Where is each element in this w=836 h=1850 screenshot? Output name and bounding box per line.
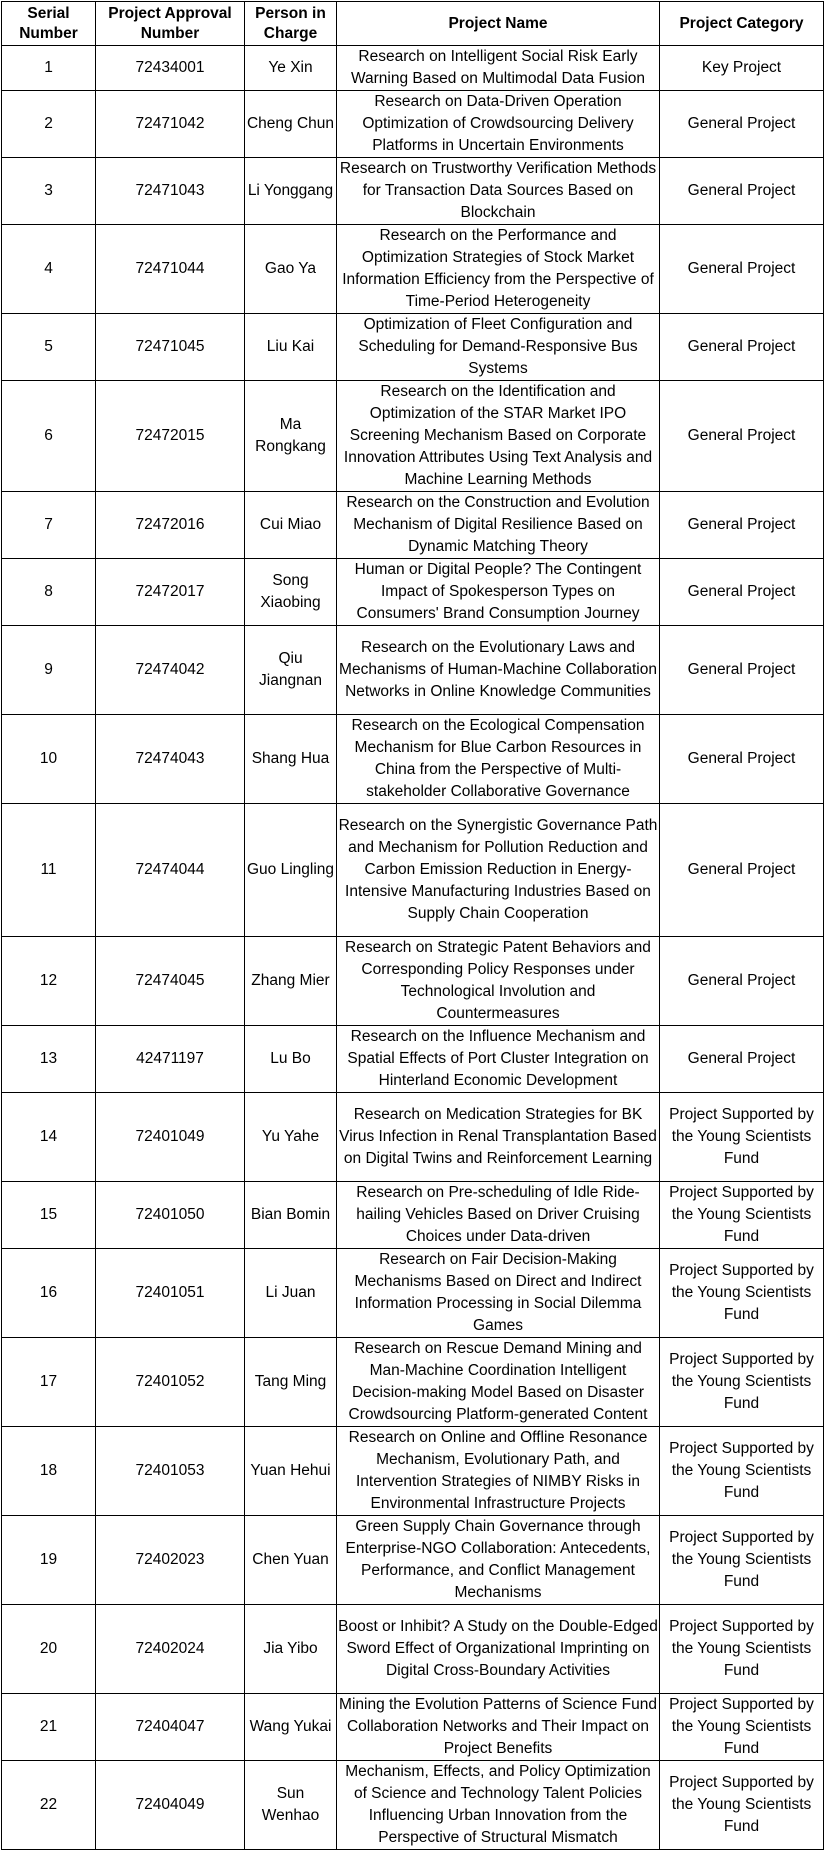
approval-cell: 72472015 (96, 381, 245, 492)
table-row (2, 1249, 824, 1338)
approval-cell: 72401052 (96, 1338, 245, 1427)
category-cell: General Project (660, 492, 824, 559)
project-name-cell: Research on Data-Driven Operation Optimization of Crowdsourcing Delivery Platforms in Uncertain Environments (337, 91, 660, 158)
table-row (2, 1605, 824, 1694)
table-row (2, 381, 824, 492)
header-serial-number: Serial Number (2, 2, 96, 46)
table-row (2, 626, 824, 715)
project-name-cell: Green Supply Chain Governance through Enterprise-NGO Collaboration: Antecedents, Performance, and Conflict Management Mechanisms (337, 1516, 660, 1605)
category-cell: Project Supported by the Young Scientists Fund (660, 1761, 824, 1850)
serial-cell: 2 (2, 91, 96, 158)
approval-cell: 72401053 (96, 1427, 245, 1516)
person-cell: Li Juan (245, 1249, 337, 1338)
table-row (2, 1338, 824, 1427)
project-name-cell: Research on the Influence Mechanism and Spatial Effects of Port Cluster Integration on Hinterland Economic Development (337, 1026, 660, 1093)
table-row (2, 492, 824, 559)
project-name-cell: Research on Intelligent Social Risk Early Warning Based on Multimodal Data Fusion (337, 46, 660, 91)
person-cell: Ye Xin (245, 46, 337, 91)
category-cell: Project Supported by the Young Scientists Fund (660, 1249, 824, 1338)
serial-cell: 14 (2, 1093, 96, 1182)
approval-cell: 72404049 (96, 1761, 245, 1850)
table-body (2, 46, 824, 1850)
category-cell: General Project (660, 225, 824, 314)
serial-cell: 13 (2, 1026, 96, 1093)
serial-cell: 5 (2, 314, 96, 381)
person-cell: Chen Yuan (245, 1516, 337, 1605)
approval-cell: 72401049 (96, 1093, 245, 1182)
serial-cell: 1 (2, 46, 96, 91)
approval-cell: 72472016 (96, 492, 245, 559)
category-cell: Project Supported by the Young Scientists Fund (660, 1338, 824, 1427)
table-row (2, 559, 824, 626)
project-name-cell: Research on Medication Strategies for BK Virus Infection in Renal Transplantation Based on Digital Twins and Reinforcement Learning (337, 1093, 660, 1182)
category-cell: Project Supported by the Young Scientists Fund (660, 1093, 824, 1182)
category-cell: General Project (660, 1026, 824, 1093)
person-cell: Qiu Jiangnan (245, 626, 337, 715)
table-row (2, 314, 824, 381)
serial-cell: 3 (2, 158, 96, 225)
person-cell: Gao Ya (245, 225, 337, 314)
project-name-cell: Mining the Evolution Patterns of Science Fund Collaboration Networks and Their Impact on Project Benefits (337, 1694, 660, 1761)
header-project-name: Project Name (337, 2, 660, 46)
serial-cell: 9 (2, 626, 96, 715)
approval-cell: 72402024 (96, 1605, 245, 1694)
project-name-cell: Optimization of Fleet Configuration and Scheduling for Demand-Responsive Bus Systems (337, 314, 660, 381)
approval-cell: 72401051 (96, 1249, 245, 1338)
serial-cell: 10 (2, 715, 96, 804)
category-cell: General Project (660, 559, 824, 626)
project-name-cell: Boost or Inhibit? A Study on the Double-Edged Sword Effect of Organizational Imprinting on Digital Cross-Boundary Activities (337, 1605, 660, 1694)
project-name-cell: Research on the Ecological Compensation Mechanism for Blue Carbon Resources in China from the Perspective of Multi-stakeholder Collaborative Governance (337, 715, 660, 804)
person-cell: Cui Miao (245, 492, 337, 559)
table-row (2, 158, 824, 225)
serial-cell: 22 (2, 1761, 96, 1850)
category-cell: General Project (660, 158, 824, 225)
project-name-cell: Research on Fair Decision-Making Mechanisms Based on Direct and Indirect Information Processing in Social Dilemma Games (337, 1249, 660, 1338)
category-cell: General Project (660, 314, 824, 381)
person-cell: Li Yonggang (245, 158, 337, 225)
table-row (2, 1761, 824, 1850)
project-name-cell: Research on Rescue Demand Mining and Man-Machine Coordination Intelligent Decision-making Model Based on Disaster Crowdsourcing Platform-generated Content (337, 1338, 660, 1427)
person-cell: Ma Rongkang (245, 381, 337, 492)
approval-cell: 72474045 (96, 937, 245, 1026)
table-row (2, 937, 824, 1026)
table-row (2, 225, 824, 314)
serial-cell: 4 (2, 225, 96, 314)
person-cell: Tang Ming (245, 1338, 337, 1427)
person-cell: Bian Bomin (245, 1182, 337, 1249)
table-row (2, 91, 824, 158)
person-cell: Shang Hua (245, 715, 337, 804)
table-row (2, 1516, 824, 1605)
category-cell: General Project (660, 804, 824, 937)
project-name-cell: Research on the Evolutionary Laws and Mechanisms of Human-Machine Collaboration Networks in Online Knowledge Communities (337, 626, 660, 715)
serial-cell: 7 (2, 492, 96, 559)
header-person-in-charge: Person in Charge (245, 2, 337, 46)
person-cell: Yu Yahe (245, 1093, 337, 1182)
category-cell: General Project (660, 715, 824, 804)
header-row (2, 2, 824, 46)
person-cell: Sun Wenhao (245, 1761, 337, 1850)
header-approval-number: Project Approval Number (96, 2, 245, 46)
table-row (2, 804, 824, 937)
category-cell: Project Supported by the Young Scientists Fund (660, 1516, 824, 1605)
serial-cell: 21 (2, 1694, 96, 1761)
serial-cell: 6 (2, 381, 96, 492)
person-cell: Cheng Chun (245, 91, 337, 158)
approval-cell: 42471197 (96, 1026, 245, 1093)
approval-cell: 72471045 (96, 314, 245, 381)
serial-cell: 16 (2, 1249, 96, 1338)
header-project-category: Project Category (660, 2, 824, 46)
person-cell: Zhang Mier (245, 937, 337, 1026)
serial-cell: 20 (2, 1605, 96, 1694)
table-row (2, 46, 824, 91)
table-row (2, 1093, 824, 1182)
table-row (2, 1182, 824, 1249)
project-name-cell: Research on the Construction and Evolution Mechanism of Digital Resilience Based on Dynamic Matching Theory (337, 492, 660, 559)
category-cell: General Project (660, 381, 824, 492)
project-name-cell: Research on Online and Offline Resonance Mechanism, Evolutionary Path, and Intervention Strategies of NIMBY Risks in Environmental Infrastructure Projects (337, 1427, 660, 1516)
approval-cell: 72472017 (96, 559, 245, 626)
project-name-cell: Research on Trustworthy Verification Methods for Transaction Data Sources Based on Blockchain (337, 158, 660, 225)
table-row (2, 1026, 824, 1093)
project-name-cell: Research on Pre-scheduling of Idle Ride-hailing Vehicles Based on Driver Cruising Choices under Data-driven (337, 1182, 660, 1249)
table-row (2, 1427, 824, 1516)
approval-cell: 72471043 (96, 158, 245, 225)
serial-cell: 8 (2, 559, 96, 626)
approval-cell: 72401050 (96, 1182, 245, 1249)
project-name-cell: Research on the Performance and Optimization Strategies of Stock Market Information Efficiency from the Perspective of Time-Period Heterogeneity (337, 225, 660, 314)
project-table (1, 1, 824, 1850)
serial-cell: 15 (2, 1182, 96, 1249)
approval-cell: 72404047 (96, 1694, 245, 1761)
table-row (2, 715, 824, 804)
person-cell: Wang Yukai (245, 1694, 337, 1761)
person-cell: Song Xiaobing (245, 559, 337, 626)
category-cell: Key Project (660, 46, 824, 91)
category-cell: General Project (660, 937, 824, 1026)
approval-cell: 72434001 (96, 46, 245, 91)
approval-cell: 72474042 (96, 626, 245, 715)
project-name-cell: Research on the Identification and Optimization of the STAR Market IPO Screening Mechanism Based on Corporate Innovation Attributes Using Text Analysis and Machine Learning Methods (337, 381, 660, 492)
serial-cell: 19 (2, 1516, 96, 1605)
serial-cell: 18 (2, 1427, 96, 1516)
project-name-cell: Mechanism, Effects, and Policy Optimization of Science and Technology Talent Policies Influencing Urban Innovation from the Perspective of Structural Mismatch (337, 1761, 660, 1850)
approval-cell: 72402023 (96, 1516, 245, 1605)
category-cell: Project Supported by the Young Scientists Fund (660, 1694, 824, 1761)
category-cell: Project Supported by the Young Scientists Fund (660, 1427, 824, 1516)
approval-cell: 72471042 (96, 91, 245, 158)
category-cell: General Project (660, 626, 824, 715)
person-cell: Lu Bo (245, 1026, 337, 1093)
approval-cell: 72471044 (96, 225, 245, 314)
serial-cell: 11 (2, 804, 96, 937)
category-cell: Project Supported by the Young Scientists Fund (660, 1605, 824, 1694)
serial-cell: 12 (2, 937, 96, 1026)
person-cell: Yuan Hehui (245, 1427, 337, 1516)
person-cell: Guo Lingling (245, 804, 337, 937)
person-cell: Liu Kai (245, 314, 337, 381)
serial-cell: 17 (2, 1338, 96, 1427)
project-name-cell: Human or Digital People? The Contingent Impact of Spokesperson Types on Consumers' Brand Consumption Journey (337, 559, 660, 626)
project-name-cell: Research on the Synergistic Governance Path and Mechanism for Pollution Reduction and Carbon Emission Reduction in Energy-Intensive Manufacturing Industries Based on Supply Chain Cooperation (337, 804, 660, 937)
category-cell: Project Supported by the Young Scientists Fund (660, 1182, 824, 1249)
table-row (2, 1694, 824, 1761)
approval-cell: 72474044 (96, 804, 245, 937)
approval-cell: 72474043 (96, 715, 245, 804)
project-name-cell: Research on Strategic Patent Behaviors and Corresponding Policy Responses under Technological Involution and Countermeasures (337, 937, 660, 1026)
category-cell: General Project (660, 91, 824, 158)
person-cell: Jia Yibo (245, 1605, 337, 1694)
